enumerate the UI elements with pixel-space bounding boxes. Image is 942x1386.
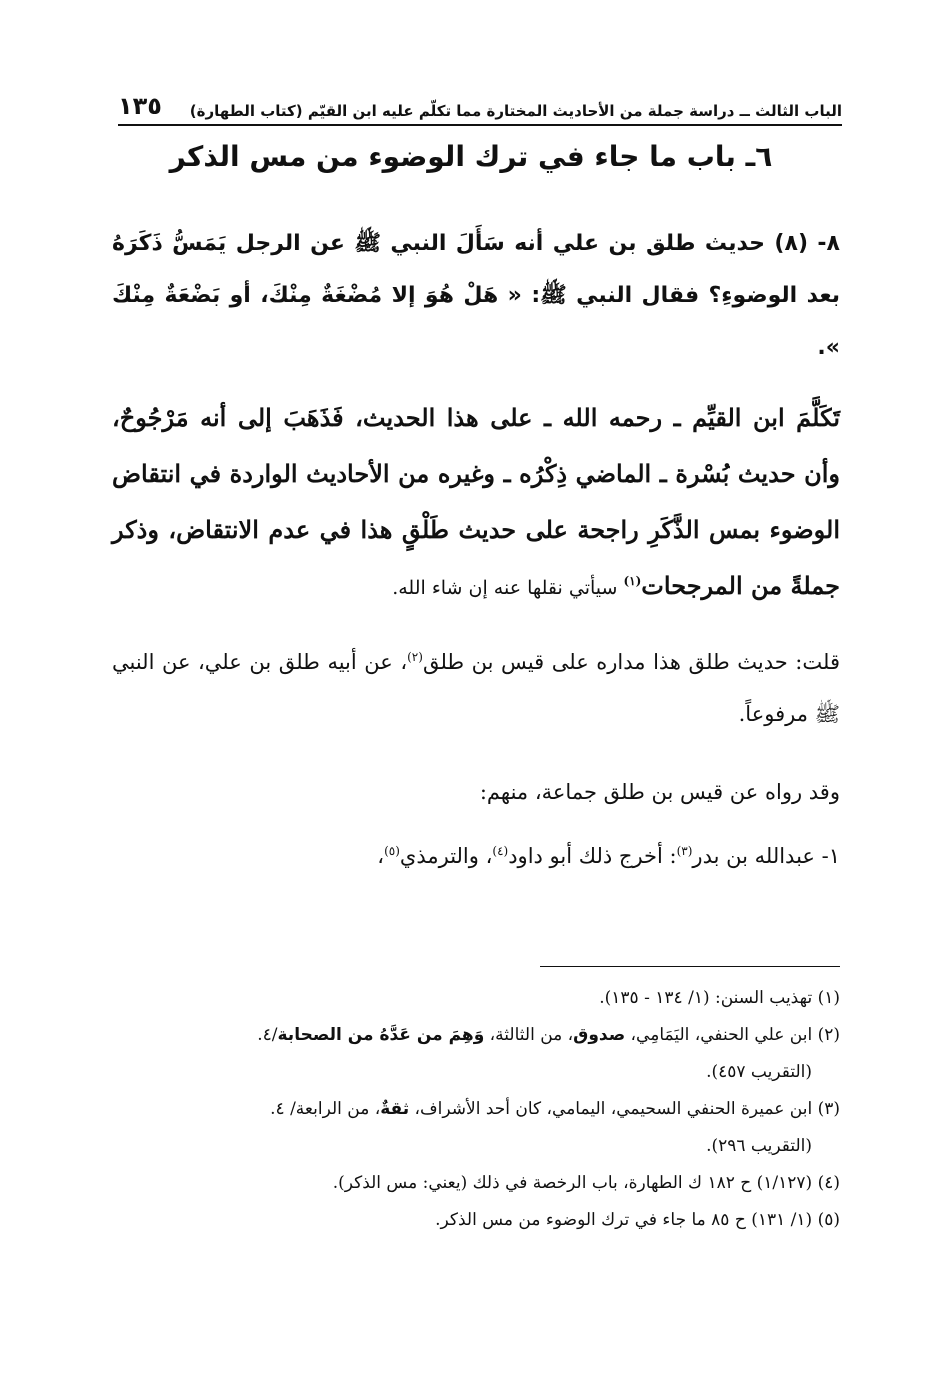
narrator-item-1 <box>112 830 840 882</box>
footnote-ref-1[interactable]: (١) <box>623 574 642 588</box>
hadith-text: ٨- (٨) حديث طلق بن علي أنه سَأَلَ النبي ﷺ عن الرجل يَمَسُّ ذَكَرَهُ بعد الوضوءِ؟ فقال النبي ﷺ: « هَلْ هُوَ إلا مُضْغَةٌ مِنْكَ، أو بَضْعَةٌ مِنْكَ ». <box>112 231 840 360</box>
footnote-ref-5[interactable]: (٥) <box>384 844 400 858</box>
isnad-text-b: ، عن أبيه طلق بن علي، عن النبي ﷺ مرفوعاً. <box>112 650 840 726</box>
footnote-2-grade: صدوق <box>573 1025 626 1045</box>
footnote-2 <box>112 1017 840 1054</box>
footnote-ref-4[interactable]: (٤) <box>492 844 509 858</box>
isnad-text-a: قلت: حديث طلق هذا مداره على قيس بن طلق <box>422 650 840 674</box>
footnote-2-e: /٤. <box>257 1025 278 1045</box>
footnote-1: (١) تهذيب السنن: (١/ ١٣٤ - ١٣٥). <box>599 988 840 1008</box>
footnote-2-source: (التقريب ٤٥٧). <box>706 1062 812 1082</box>
narrators-intro: وقد رواه عن قيس بن طلق جماعة، منهم: <box>479 780 840 804</box>
footnote-ref-2[interactable]: (٢) <box>407 650 423 664</box>
footnote-3 <box>112 1091 840 1128</box>
running-header <box>118 92 842 126</box>
footnote-2-note: وَهِمَ من عَدَّهُ من الصحابة <box>277 1025 485 1045</box>
chapter-title: ٦ـ باب ما جاء في ترك الوضوء من مس الذكر <box>169 140 773 173</box>
isnad-paragraph <box>112 636 840 740</box>
footnote-5: (٥) (١/ ١٣١) ح ٨٥ ما جاء في ترك الوضوء من مس الذكر. <box>435 1210 840 1230</box>
commentary-paragraph <box>112 390 840 616</box>
footnote-ref-3[interactable]: (٣) <box>676 844 693 858</box>
narrator-text-c: ، والترمذي <box>399 844 493 868</box>
footnote-4: (٤) (١/١٢٧) ح ١٨٢ ك الطهارة، باب الرخصة في ذلك (يعني: مس الذكر). <box>332 1173 840 1193</box>
footnote-3-c: ، من الرابعة/ ٤. <box>270 1099 381 1119</box>
footnote-2-a: (٢) ابن علي الحنفي، اليَمَامِي، <box>625 1025 840 1045</box>
running-title: الباب الثالث ــ دراسة جملة من الأحاديث المختارة مما تكلّم عليه ابن القيّم (كتاب الطهارة) <box>189 102 842 120</box>
commentary-tail: سيأتي نقلها عنه إن شاء الله. <box>392 577 624 599</box>
page-number: ١٣٥ <box>118 92 162 120</box>
footnote-3-grade: ثقةٌ <box>380 1099 410 1119</box>
commentary-main: تَكَلَّمَ ابن القيِّم ـ رحمه الله ـ على هذا الحديث، فَذَهَبَ إلى أنه مَرْجُوحٌ، وأن حديث بُسْرة ـ الماضي ذِكْرُه ـ وغيره من الأحاديث الواردة في انتقاض الوضوء بمس الذَّكَرِ راجحة على حديث طَلْقٍ هذا في عدم الانتقاض، وذكر جملةً من المرجحات <box>112 403 840 600</box>
footnote-3-source: (التقريب ٢٩٦). <box>706 1136 812 1156</box>
footnote-2-c: ، من الثالثة، <box>484 1025 574 1045</box>
footnotes <box>112 980 840 1239</box>
narrator-text-b: : أخرج ذلك أبو داود <box>508 844 677 868</box>
narrator-text-d: ، <box>377 844 385 868</box>
footnote-3-a: (٣) ابن عميرة الحنفي السحيمي، اليمامي، كان أحد الأشراف، <box>409 1099 840 1119</box>
narrator-text-a: ١- عبدالله بن بدر <box>692 844 840 868</box>
footnote-divider <box>540 966 840 967</box>
